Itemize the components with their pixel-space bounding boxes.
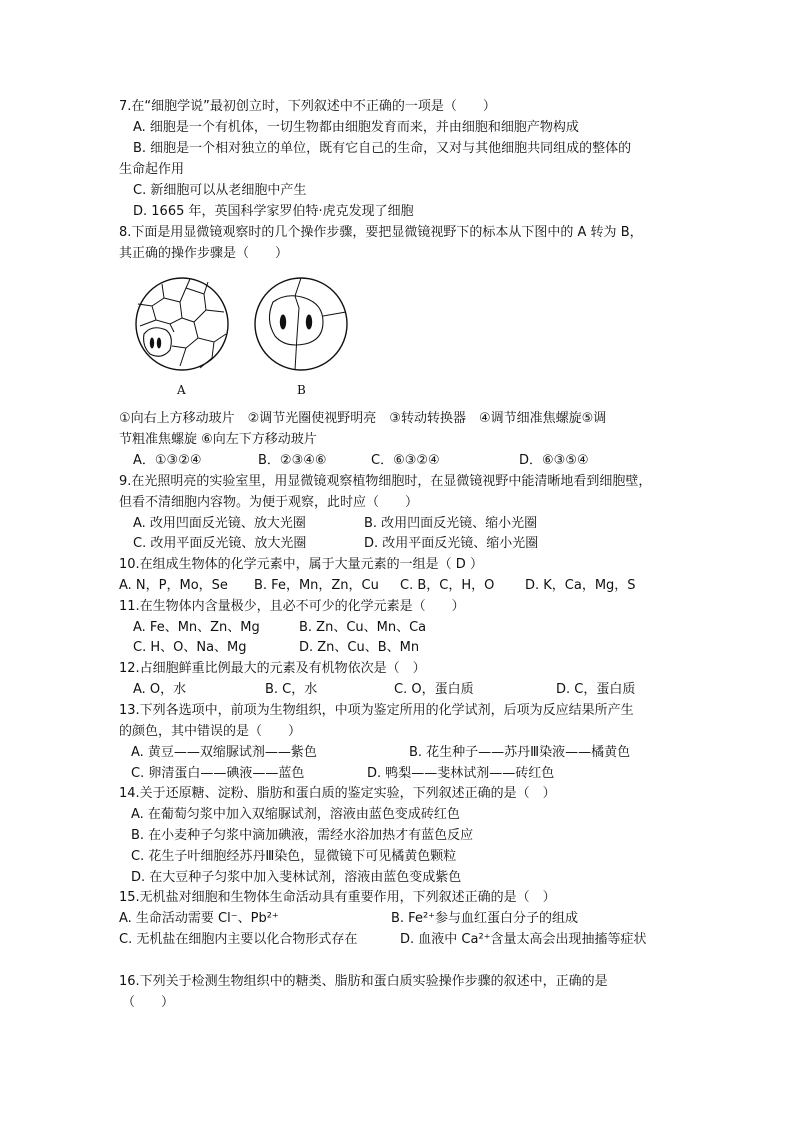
q10-option-c: C. B，C，H，O — [400, 578, 495, 593]
microscope-field-a-figure — [134, 276, 232, 374]
q8-option-b: B．②③④⑥ — [258, 453, 327, 468]
q8-steps: ①向右上方移动玻片 ②调节光圈使视野明亮 ③转动转换器 ④调节细准焦螺旋⑤调 — [119, 411, 607, 426]
q15-option-b: B. Fe²⁺参与血红蛋白分子的组成 — [391, 911, 579, 926]
q9-option-c: C. 改用平面反光镜、放大光圈 — [133, 536, 307, 551]
q14-option-b: B. 在小麦种子匀浆中滴加碘液，需经水浴加热才有蓝色反应 — [131, 828, 474, 843]
q12-option-d: D. C，蛋白质 — [556, 682, 636, 697]
q13-stem: 13.下列各选项中，前项为生物组织，中项为鉴定所用的化学试剂，后项为反应结果所产生 — [119, 703, 634, 718]
figure-b-label: B — [297, 383, 306, 397]
q7-option-b-cont: 生命起作用 — [119, 162, 185, 177]
q10-stem: 10.在组成生物体的化学元素中，属于大量元素的一组是（ D ） — [119, 557, 483, 572]
q16-stem-cont: （ ） — [122, 995, 175, 1010]
q15-option-d: D. 血液中 Ca²⁺含量太高会出现抽搐等症状 — [400, 932, 647, 947]
q16-stem: 16.下列关于检测生物组织中的糖类、脂肪和蛋白质实验操作步骤的叙述中，正确的是 — [119, 974, 608, 989]
q7-stem: 7.在“细胞学说”最初创立时，下列叙述中不正确的一项是（ ） — [119, 99, 496, 114]
q8-option-c: C．⑥③②④ — [371, 453, 440, 468]
q7-option-c: C. 新细胞可以从老细胞中产生 — [133, 183, 307, 198]
q13-option-c: C. 卵清蛋白——碘液——蓝色 — [131, 766, 305, 781]
q8-stem: 8.下面是用显微镜观察时的几个操作步骤，要把显微镜视野下的标本从下图中的 A 转为 B， — [119, 225, 643, 240]
q13-stem-cont: 的颜色，其中错误的是（ ） — [119, 724, 302, 739]
q9-stem-cont: 但看不清细胞内容物。为便于观察，此时应（ ） — [119, 495, 419, 510]
q9-option-a: A. 改用凹面反光镜、放大光圈 — [133, 516, 306, 531]
q12-option-a: A. O，水 — [133, 682, 187, 697]
q14-stem: 14.关于还原糖、淀粉、脂肪和蛋白质的鉴定实验，下列叙述正确的是（ ） — [119, 786, 556, 801]
q11-option-d: D. Zn、Cu、B、Mn — [299, 640, 420, 655]
q9-option-b: B. 改用凹面反光镜、缩小光圈 — [364, 516, 538, 531]
q11-stem: 11.在生物体内含量极少，且必不可少的化学元素是（ ） — [119, 599, 465, 614]
q8-stem-cont: 其正确的操作步骤是（ ） — [119, 246, 289, 261]
q12-stem: 12.占细胞鲜重比例最大的元素及有机物依次是（ ） — [119, 661, 426, 676]
q12-option-b: B. C，水 — [265, 682, 318, 697]
q15-option-a: A. 生命活动需要 Cl⁻、Pb²⁺ — [119, 911, 279, 926]
q7-option-a: A. 细胞是一个有机体，一切生物都由细胞发育而来，并由细胞和细胞产物构成 — [133, 120, 579, 135]
q11-option-a: A. Fe、Mn、Zn、Mg — [133, 620, 260, 635]
q13-option-b: B. 花生种子——苏丹Ⅲ染液——橘黄色 — [409, 745, 631, 760]
q12-option-c: C. O，蛋白质 — [394, 682, 474, 697]
q8-option-a: A．①③②④ — [133, 453, 202, 468]
q11-option-c: C. H、O、Na、Mg — [133, 640, 247, 655]
q8-option-d: D．⑥③⑤④ — [519, 453, 589, 468]
q7-option-d: D. 1665 年，英国科学家罗伯特·虎克发现了细胞 — [133, 204, 414, 219]
figure-a-label: A — [177, 383, 186, 397]
q13-option-d: D. 鸭梨——斐林试剂——砖红色 — [367, 766, 555, 781]
q15-stem: 15.无机盐对细胞和生物体生命活动具有重要作用，下列叙述正确的是（ ） — [119, 890, 556, 905]
q14-option-a: A. 在葡萄匀浆中加入双缩脲试剂，溶液由蓝色变成砖红色 — [131, 807, 460, 822]
microscope-field-b-figure — [253, 276, 351, 374]
q10-option-a: A. N，P，Mo，Se — [119, 578, 228, 593]
q9-option-d: D. 改用平面反光镜、缩小光圈 — [364, 536, 539, 551]
q11-option-b: B. Zn、Cu、Mn、Ca — [299, 620, 427, 635]
q10-option-b: B. Fe，Mn，Zn，Cu — [254, 578, 379, 593]
q8-steps-cont: 节粗准焦螺旋 ⑥向左下方移动玻片 — [119, 432, 317, 447]
q15-option-c: C. 无机盐在细胞内主要以化合物形式存在 — [119, 932, 358, 947]
q7-option-b: B. 细胞是一个相对独立的单位，既有它自己的生命，又对与其他细胞共同组成的整体的 — [133, 141, 632, 156]
q10-option-d: D. K，Ca，Mg，S — [525, 578, 636, 593]
q13-option-a: A. 黄豆——双缩脲试剂——紫色 — [131, 745, 317, 760]
q14-option-d: D. 在大豆种子匀浆中加入斐林试剂，溶液由蓝色变成紫色 — [131, 870, 462, 885]
q9-stem: 9.在光照明亮的实验室里，用显微镜观察植物细胞时，在显微镜视野中能清晰地看到细胞壁， — [119, 474, 652, 489]
q14-option-c: C. 花生子叶细胞经苏丹Ⅲ染色，显微镜下可见橘黄色颗粒 — [131, 849, 457, 864]
